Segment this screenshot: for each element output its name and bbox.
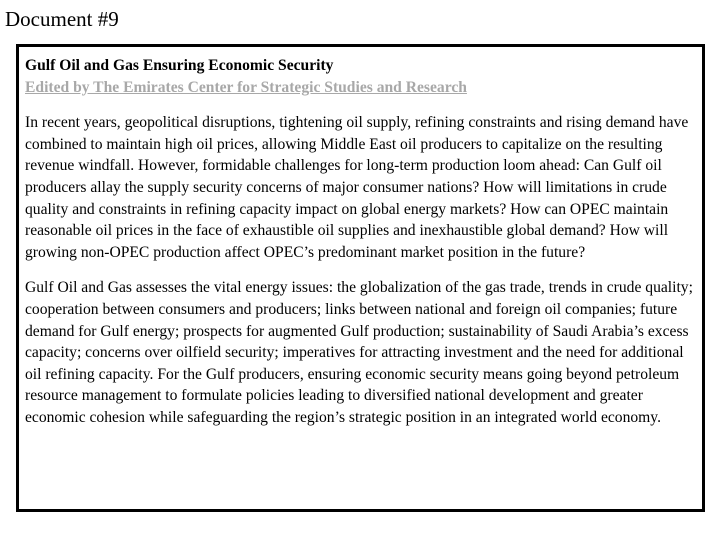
description-paragraph-1: In recent years, geopolitical disruptions, tightening oil supply, refining constraints and rising demand have combined to maintain high oil prices, allowing Middle East oil producers to capitalize on the resulting revenue windfall. However, formidable challenges for long-term production loom ahead: Can Gulf oil producers allay the supply security concerns of major consumer nations? How will limitations in crude quality and constraints in refining capacity impact on global energy markets? How can OPEC maintain reasonable oil prices in the face of exhaustible oil supplies and inexhaustible global demand? How will growing non-OPEC production affect OPEC’s predominant market position in the future? [25, 114, 689, 261]
document-label: Document #9 [5, 7, 119, 31]
description-paragraph-2: Gulf Oil and Gas assesses the vital energy issues: the globalization of the gas trade, trends in crude quality; cooperation between consumers and producers; links between national and foreign oil companies; future demand for Gulf energy; prospects for augmented Gulf production; sustainability of Saudi Arabia’s excess capacity; concerns over oilfield security; imperatives for attracting investment and the need for additional oil refining capacity. For the Gulf producers, ensuring economic security means going beyond petroleum resource management to formulate policies leading to diversified national development and greater economic cohesion while safeguarding the region’s strategic position in an integrated world economy. [25, 279, 693, 426]
book-subtitle-link[interactable]: Edited by The Emirates Center for Strategic Studies and Research [25, 78, 467, 96]
document-box [16, 44, 705, 512]
book-title: Gulf Oil and Gas Ensuring Economic Security [25, 57, 334, 74]
